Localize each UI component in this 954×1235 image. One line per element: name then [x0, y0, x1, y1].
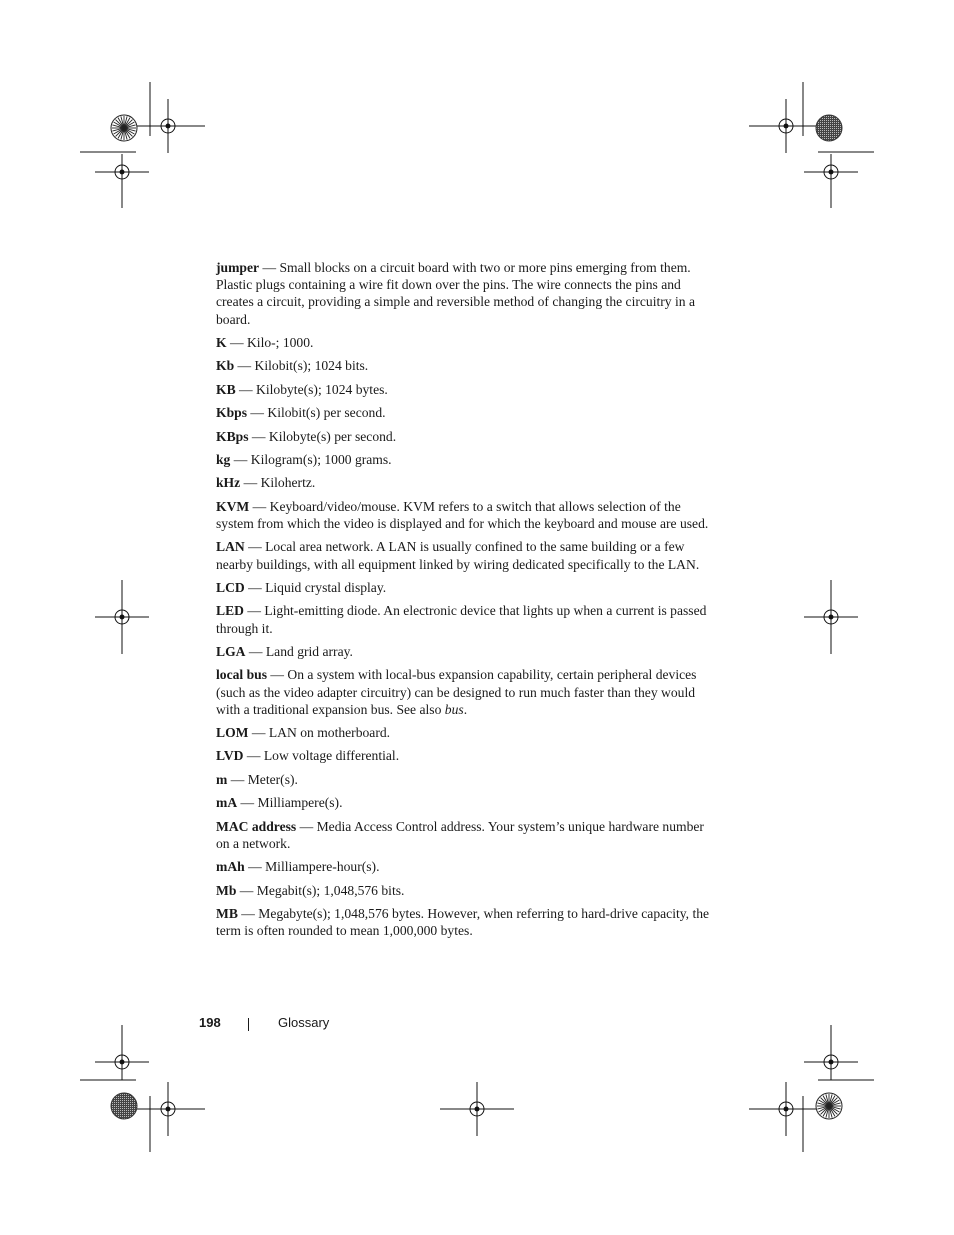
glossary-entry — [216, 724, 716, 741]
glossary-entry — [216, 666, 716, 718]
glossary-entry — [216, 451, 716, 468]
glossary-term: jumper — [216, 260, 260, 275]
glossary-definition: — Meter(s). — [227, 771, 298, 787]
glossary-term: LVD — [216, 748, 244, 764]
glossary-entry — [216, 882, 716, 899]
glossary-term: LAN — [216, 539, 245, 555]
glossary-definition: — LAN on motherboard. — [248, 725, 391, 741]
glossary-term: Kbps — [216, 405, 247, 421]
glossary-definition: — Milliampere-hour(s). — [244, 859, 380, 875]
definition-tail: . — [463, 701, 468, 717]
glossary-entry — [216, 771, 716, 788]
glossary-definition: — Local area network. A LAN is usually confined to the same building or a few nearby buildings, with all equipment linked by wiring dedicated specifically to the LAN. — [216, 539, 700, 572]
glossary-term: kHz — [216, 475, 241, 491]
glossary-term: KBps — [216, 428, 249, 444]
glossary-term: mA — [216, 795, 238, 811]
glossary-entry — [216, 643, 716, 660]
glossary-entry — [216, 905, 716, 939]
glossary-entry — [216, 858, 716, 875]
glossary-term: KVM — [216, 498, 250, 514]
gray-disc-icon — [111, 1093, 137, 1119]
gray-disc-icon — [816, 115, 842, 141]
starburst-icon — [816, 1093, 842, 1119]
glossary-term: K — [216, 335, 227, 350]
starburst-icon — [111, 115, 137, 141]
glossary-definition: — Kilohertz. — [240, 475, 316, 491]
glossary-definition: — Megabyte(s); 1,048,576 bytes. However, when referring to hard-drive capacity, the term is often rounded to mean 1,000,000 bytes. — [216, 906, 710, 939]
glossary-definition: — Media Access Control address. Your system’s unique hardware number on a network. — [216, 818, 704, 851]
glossary-entry — [216, 381, 716, 398]
glossary-definition: — Kilobyte(s); 1024 bytes. — [235, 381, 388, 397]
glossary-definition: — Megabit(s); 1,048,576 bits. — [236, 882, 405, 898]
glossary-term: MAC address — [216, 818, 297, 834]
section-title: Glossary — [278, 1015, 330, 1030]
glossary-entry — [216, 259, 716, 328]
glossary-term: LOM — [216, 725, 249, 741]
glossary-definition: — Liquid crystal display. — [244, 579, 387, 595]
glossary-entry — [216, 602, 716, 636]
glossary-definition: — Kilo-; 1000. — [226, 335, 314, 350]
glossary-definition: — Kilobit(s) per second. — [246, 405, 386, 421]
glossary-entry — [216, 498, 716, 532]
glossary-term: kg — [216, 451, 231, 467]
glossary-definition: — Keyboard/video/mouse. KVM refers to a switch that allows selection of the system from which the video is displayed and for which the keyboard and mouse are used. — [216, 498, 709, 531]
glossary-entry — [216, 357, 716, 374]
glossary-entries — [216, 259, 716, 946]
glossary-term: LED — [216, 603, 244, 619]
page-number: 198 — [199, 1015, 221, 1030]
glossary-definition: — Milliampere(s). — [237, 795, 343, 811]
glossary-entry — [216, 747, 716, 764]
glossary-term: local bus — [216, 667, 267, 683]
glossary-entry — [216, 428, 716, 445]
see-also-term: bus — [444, 701, 464, 717]
glossary-term: LCD — [216, 579, 245, 595]
glossary-term: MB — [216, 906, 238, 922]
glossary-entry — [216, 794, 716, 811]
glossary-definition: — On a system with local-bus expansion capability, certain peripheral devices (such as the video adapter circuitry) can be designed to run much faster than they would with a traditional expansion bus. See also — [216, 667, 697, 717]
glossary-term: m — [216, 771, 228, 787]
glossary-definition: — Land grid array. — [245, 643, 353, 659]
glossary-term: LGA — [216, 643, 246, 659]
glossary-entry — [216, 818, 716, 852]
glossary-entry — [216, 474, 716, 491]
glossary-term: KB — [216, 381, 236, 397]
glossary-term: Kb — [216, 358, 235, 374]
glossary-definition: — Kilobyte(s) per second. — [248, 428, 397, 444]
glossary-definition: — Light-emitting diode. An electronic device that lights up when a current is passed through it. — [216, 603, 707, 636]
glossary-definition: — Low voltage differential. — [243, 748, 400, 764]
glossary-entry — [216, 334, 716, 351]
glossary-term: Mb — [216, 882, 237, 898]
glossary-entry — [216, 404, 716, 421]
glossary-definition: — Kilogram(s); 1000 grams. — [230, 451, 392, 467]
glossary-entry — [216, 579, 716, 596]
glossary-term: mAh — [216, 859, 245, 875]
glossary-definition: — Small blocks on a circuit board with two or more pins emerging from them. Plastic plugs containing a wire fit down over the pins. The wire connects the pins and creates a circuit, providing a simple and reversible method of changing the circuitry in a board. — [216, 260, 696, 327]
glossary-entry — [216, 538, 716, 572]
footer-separator — [248, 1018, 249, 1031]
glossary-definition: — Kilobit(s); 1024 bits. — [234, 358, 369, 374]
